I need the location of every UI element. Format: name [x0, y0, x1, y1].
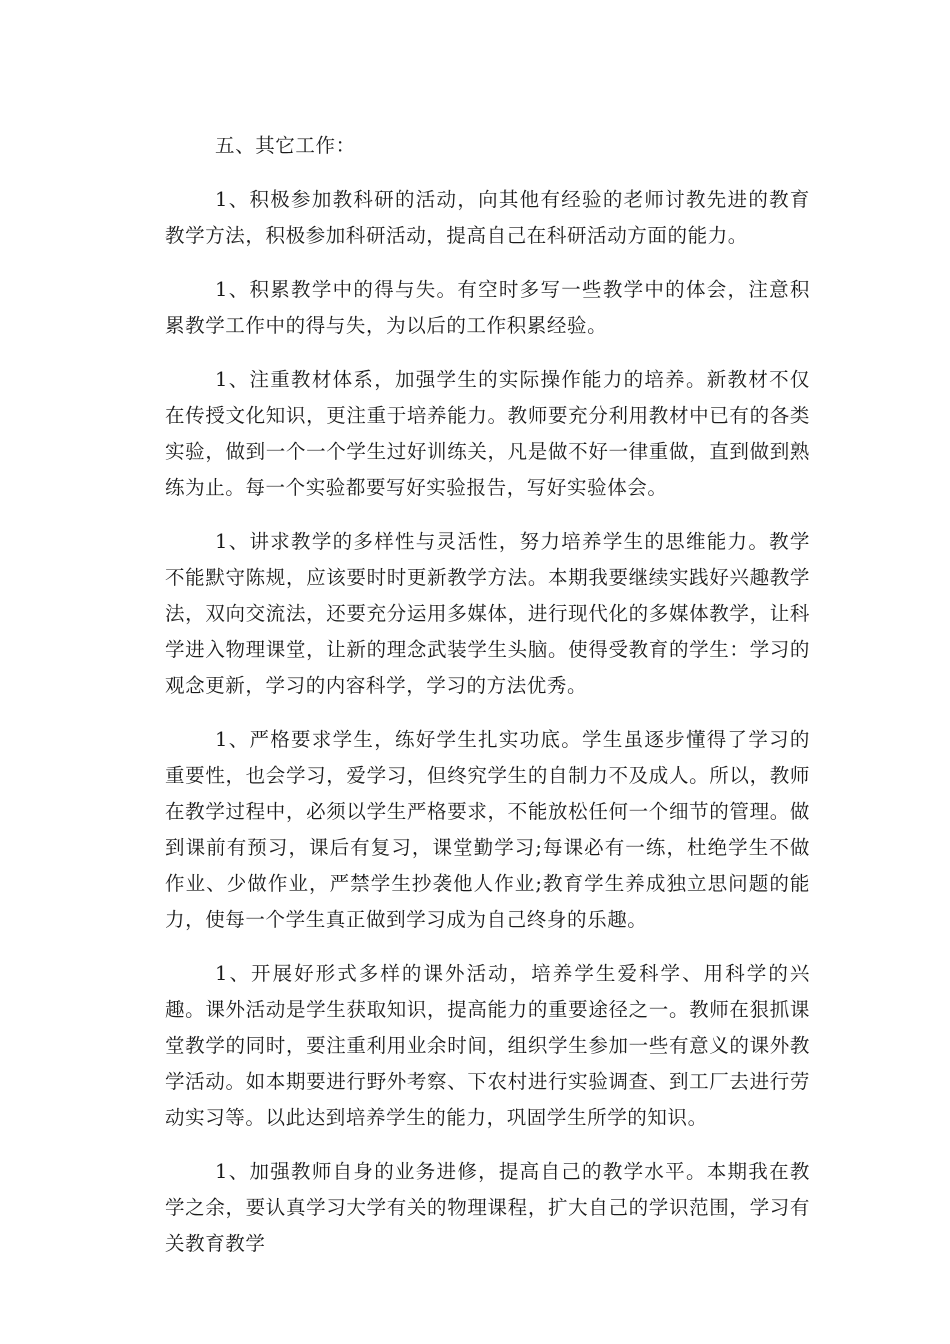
paragraph-1: 1、积极参加教科研的活动，向其他有经验的老师讨教先进的教育教学方法，积极参加科研活动，提高自己在科研活动方面的能力。	[165, 188, 810, 247]
paragraph-2: 1、积累教学中的得与失。有空时多写一些教学中的体会，注意积累教学工作中的得与失，为以后的工作积累经验。	[165, 278, 810, 337]
paragraph-5: 1、严格要求学生，练好学生扎实功底。学生虽逐步懂得了学习的重要性，也会学习，爱学习，但终究学生的自制力不及成人。所以，教师在教学过程中，必须以学生严格要求，不能放松任何一个细节的管理。做到课前有预习，课后有复习，课堂勤学习;每课必有一练，杜绝学生不做作业、少做作业，严禁学生抄袭他人作业;教育学生养成独立思问题的能力，使每一个学生真正做到学习成为自己终身的乐趣。	[165, 728, 810, 931]
paragraph-3: 1、注重教材体系，加强学生的实际操作能力的培养。新教材不仅在传授文化知识，更注重于培养能力。教师要充分利用教材中已有的各类实验，做到一个一个学生过好训练关，凡是做不好一律重做，直到做到熟练为止。每一个实验都要写好实验报告，写好实验体会。	[165, 368, 810, 499]
section-heading: 五、其它工作：	[215, 134, 356, 157]
paragraph-6: 1、开展好形式多样的课外活动，培养学生爱科学、用科学的兴趣。课外活动是学生获取知识，提高能力的重要途径之一。教师在狠抓课堂教学的同时，要注重利用业余时间，组织学生参加一些有意义的课外教学活动。如本期要进行野外考察、下农村进行实验调查、到工厂去进行劳动实习等。以此达到培养学生的能力，巩固学生所学的知识。	[165, 962, 810, 1129]
paragraph-7: 1、加强教师自身的业务进修，提高自己的教学水平。本期我在教学之余，要认真学习大学有关的物理课程，扩大自己的学识范围，学习有关教育教学	[165, 1160, 810, 1255]
document-body	[165, 128, 810, 1280]
paragraph-4: 1、讲求教学的多样性与灵活性，努力培养学生的思维能力。教学不能默守陈规，应该要时时更新教学方法。本期我要继续实践好兴趣教学法，双向交流法，还要充分运用多媒体，进行现代化的多媒体教学，让科学进入物理课堂，让新的理念武装学生头脑。使得受教育的学生：学习的观念更新，学习的内容科学，学习的方法优秀。	[165, 530, 810, 697]
